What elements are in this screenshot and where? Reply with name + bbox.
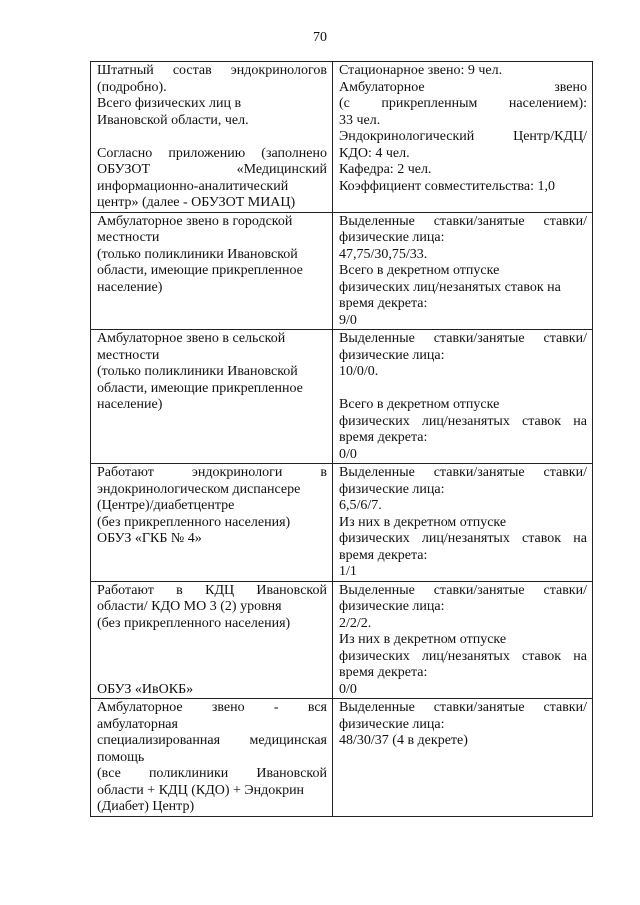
cell-line: физические лица: (339, 230, 445, 245)
cell-line: ОБУЗОТ «Медицинский (97, 162, 327, 177)
cell-line: (все поликлиники Ивановской (97, 766, 327, 781)
blank-line (97, 649, 327, 666)
cell-line: Амбулаторное звено - вся (97, 700, 327, 715)
cell-line: области, имеющие прикрепленное (97, 380, 303, 396)
cell-line: ОБУЗ «ГКБ № 4» (97, 531, 202, 546)
cell-line: Амбулаторное звено (339, 79, 587, 95)
cell-line: Выделенные ставки/занятые ставки/ (339, 465, 587, 480)
cell-line: Выделенные ставки/занятые ставки/ (339, 331, 587, 346)
cell-line: 2/2/2. (339, 615, 372, 631)
cell-line: (только поликлиники Ивановской (97, 246, 298, 262)
table-cell-right (333, 212, 593, 330)
cell-line: Коэффициент совместительства: 1,0 (339, 178, 555, 194)
table-cell-right (333, 330, 593, 464)
cell-line: помощь (97, 749, 145, 765)
cell-line: 10/0/0. (339, 364, 379, 379)
cell-line: центр» (далее - ОБУЗОТ МИАЦ) (97, 195, 296, 210)
table-cell-right (333, 464, 593, 582)
cell-line: Стационарное звено: 9 чел. (339, 63, 503, 78)
table-cell-left (91, 581, 333, 699)
cell-line: время декрета: (339, 665, 428, 680)
cell-line: Эндокринологический Центр/КДЦ/ (339, 129, 587, 144)
cell-line: 0/0 (339, 681, 357, 697)
cell-line: Из них в декретном отпуске (339, 514, 507, 530)
cell-line: 6,5/6/7. (339, 498, 382, 513)
cell-line: Выделенные ставки/занятые ставки/ (339, 213, 587, 229)
cell-line: население) (97, 397, 163, 412)
table-cell-right (333, 699, 593, 817)
page-number: 70 (313, 30, 327, 45)
cell-line: (только поликлиники Ивановской (97, 364, 298, 379)
cell-line: Работают в КДЦ Ивановской (97, 582, 327, 598)
table-row-all-outpatient (91, 699, 593, 817)
cell-line: (без прикрепленного населения) (97, 615, 291, 631)
cell-line: физических лиц/незанятых ставок на (339, 531, 587, 546)
cell-line: 47,75/30,75/33. (339, 246, 428, 262)
cell-line: КДО: 4 чел. (339, 145, 410, 161)
cell-line: эндокринологическом диспансере (97, 481, 301, 497)
cell-line: физических лиц/незанятых ставок на (339, 279, 561, 295)
blank-line (339, 381, 587, 398)
cell-line: амбулаторная (97, 716, 178, 732)
cell-line: (с прикрепленным населением): (339, 96, 587, 111)
cell-line: (без прикрепленного населения) (97, 514, 291, 530)
table-cell-right (333, 62, 593, 213)
cell-line: физических лиц/незанятых ставок на (339, 648, 587, 664)
table-row-urban-outpatient (91, 212, 593, 330)
table-row-kdc-kdo (91, 581, 593, 699)
blank-line (97, 632, 327, 649)
cell-line: 0/0 (339, 446, 357, 462)
cell-line: Из них в декретном отпуске (339, 632, 507, 647)
cell-line: Всего в декретном отпуске (339, 397, 500, 412)
cell-line: физических лиц/незанятых ставок на (339, 413, 587, 429)
table-cell-left (91, 699, 333, 817)
cell-line: ОБУЗ «ИвОКБ» (97, 681, 194, 697)
cell-line: Выделенные ставки/занятые ставки/ (339, 582, 587, 598)
table-cell-left (91, 330, 333, 464)
cell-line: области + КДЦ (КДО) + Эндокрин (97, 782, 305, 798)
cell-line: (Диабет) Центр) (97, 799, 195, 814)
cell-line: Всего физических лиц в (97, 96, 242, 111)
cell-line: области/ КДО МО 3 (2) уровня (97, 599, 282, 614)
cell-line: время декрета: (339, 296, 428, 311)
cell-line: Всего в декретном отпуске (339, 263, 500, 278)
cell-line: физические лица: (339, 716, 445, 732)
cell-line: время декрета: (339, 430, 428, 445)
cell-line: (подробно). (97, 79, 167, 95)
cell-line: Амбулаторное звено в городской (97, 213, 293, 229)
cell-line: 9/0 (339, 312, 357, 328)
table-cell-left (91, 62, 333, 213)
cell-line: 33 чел. (339, 112, 381, 128)
cell-line: время декрета: (339, 547, 428, 563)
table-row-endocrinology-dispensary (91, 464, 593, 582)
cell-line: информационно-аналитический (97, 178, 289, 194)
table-row-staff-composition (91, 62, 593, 213)
cell-line: Штатный состав эндокринологов (97, 63, 327, 78)
table-row-rural-outpatient (91, 330, 593, 464)
cell-line: Кафедра: 2 чел. (339, 162, 432, 177)
cell-line: области, имеющие прикрепленное (97, 263, 303, 278)
cell-line: местности (97, 347, 160, 363)
table-cell-right (333, 581, 593, 699)
cell-line: 48/30/37 (4 в декрете) (339, 733, 468, 748)
endocrinologists-staff-table (90, 61, 593, 817)
cell-line: (Центре)/диабетцентре (97, 498, 235, 513)
cell-line: Ивановской области, чел. (97, 112, 249, 128)
cell-line: население) (97, 279, 163, 295)
cell-line: местности (97, 230, 160, 245)
cell-line: 1/1 (339, 564, 357, 579)
cell-line: физические лица: (339, 481, 445, 497)
cell-line: физические лица: (339, 347, 445, 363)
table-cell-left (91, 212, 333, 330)
cell-line: специализированная медицинская (97, 733, 327, 748)
cell-line: физические лица: (339, 599, 445, 614)
table-cell-left (91, 464, 333, 582)
cell-line: Согласно приложению (заполнено (97, 145, 327, 161)
blank-line (97, 129, 327, 146)
cell-line: Амбулаторное звено в сельской (97, 331, 286, 346)
cell-line: Работают эндокринологи в (97, 465, 327, 480)
blank-line (97, 665, 327, 682)
cell-line: Выделенные ставки/занятые ставки/ (339, 700, 587, 715)
